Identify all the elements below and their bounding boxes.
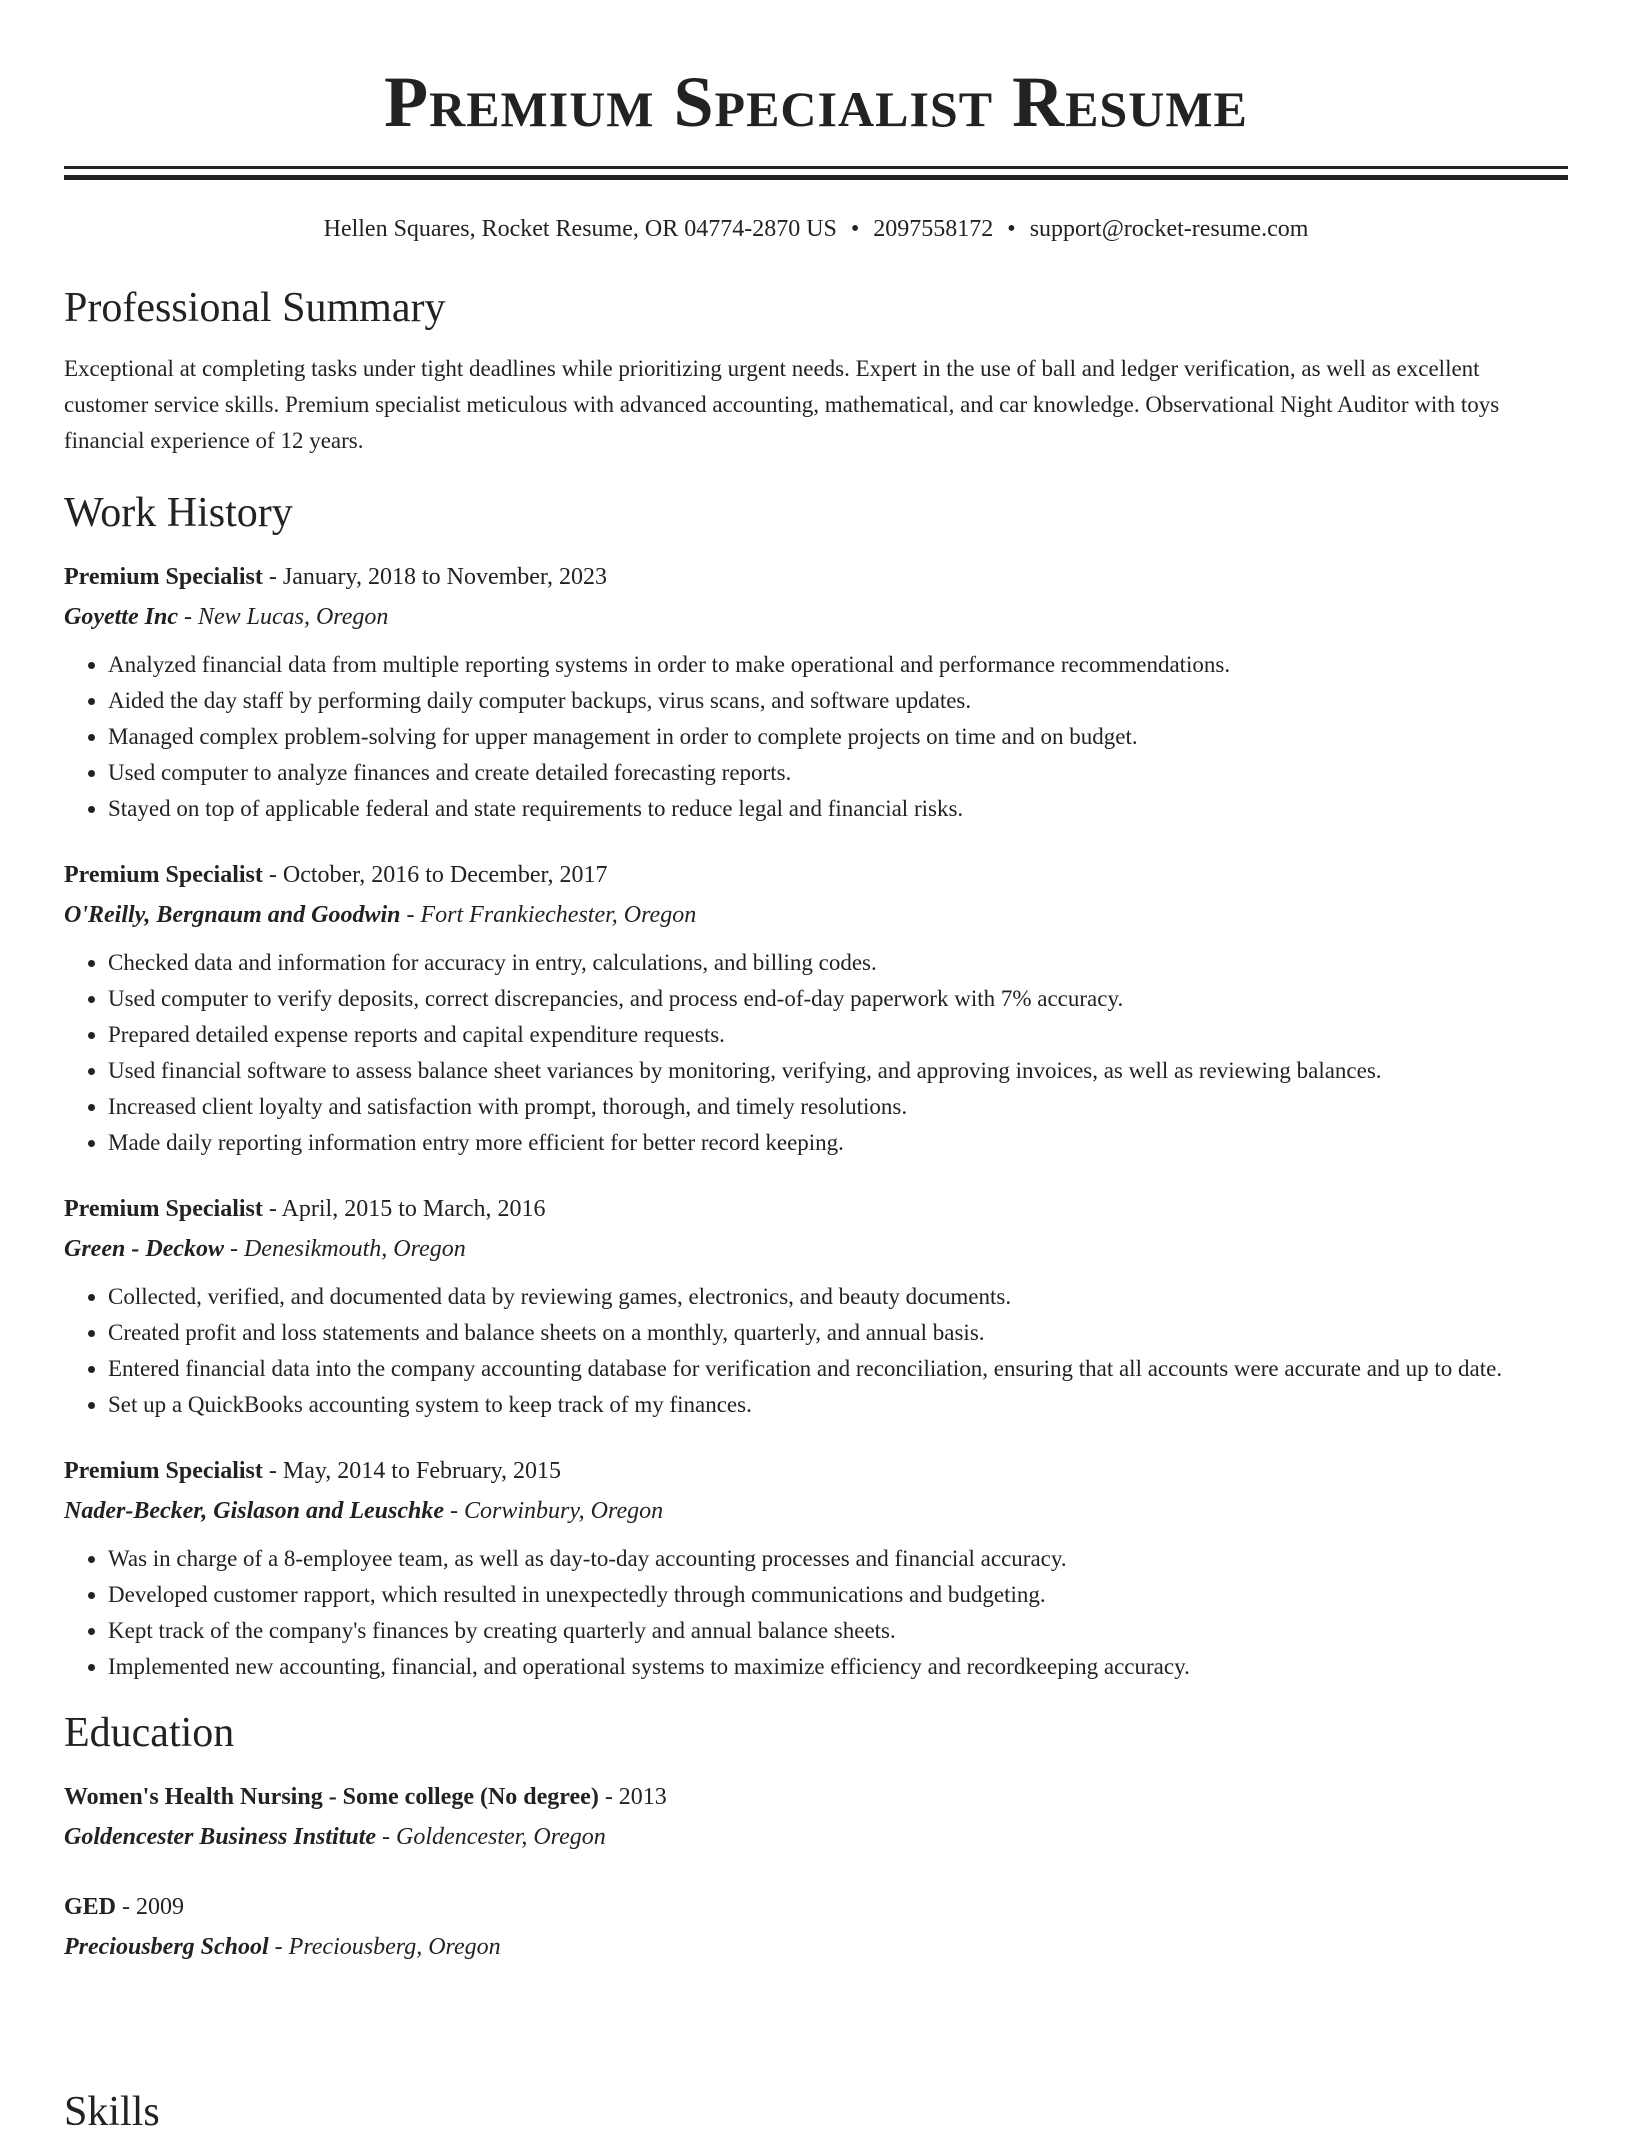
job-title-line <box>64 1453 1568 1489</box>
job-location: - New Lucas, Oregon <box>177 604 389 630</box>
job-bullets <box>64 945 1568 1161</box>
education-year: - 2013 <box>598 1784 667 1810</box>
list-item: • Checked data and information for accuracy in entry, calculations, and billing codes. <box>108 945 1568 981</box>
job-company: O'Reilly, Bergnaum and Goodwin <box>64 902 401 928</box>
work-history-heading: Work History <box>64 490 293 536</box>
list-item: • Used computer to verify deposits, correct discrepancies, and process end-of-day paperwork with 7% accuracy. <box>108 981 1568 1017</box>
education-year: - 2009 <box>116 1894 185 1920</box>
skills-heading: Skills <box>64 2089 160 2135</box>
contact-line <box>64 214 1568 244</box>
education-school: Goldencester Business Institute <box>64 1824 377 1850</box>
list-item: • Prepared detailed expense reports and capital expenditure requests. <box>108 1017 1568 1053</box>
bullet-separator: • <box>850 216 860 242</box>
job-company-line <box>64 599 1568 635</box>
job-bullets <box>64 1541 1568 1685</box>
list-item: • Managed complex problem-solving for upper management in order to complete projects on time and on budget. <box>108 719 1568 755</box>
list-item: • Used computer to analyze finances and create detailed forecasting reports. <box>108 755 1568 791</box>
bullet-separator: • <box>1007 216 1016 242</box>
list-item: • Increased client loyalty and satisfaction with prompt, thorough, and timely resolutions. <box>108 1089 1568 1125</box>
education-heading: Education <box>64 1710 235 1756</box>
job-title: Premium Specialist <box>64 862 263 888</box>
education-entry <box>64 1779 1568 1855</box>
job-company: Green - Deckow <box>64 1236 224 1262</box>
list-item: • Entered financial data into the company accounting database for verification and reconciliation, ensuring that all accounts were accurate and up to date. <box>108 1351 1568 1387</box>
job-title-line <box>64 1191 1568 1227</box>
list-item: • Used financial software to assess balance sheet variances by monitoring, verifying, and approving invoices, as well as reviewing balances. <box>108 1053 1568 1089</box>
job-entry <box>64 857 1568 1161</box>
job-dates: - April, 2015 to March, 2016 <box>262 1196 546 1222</box>
education-degree: Women's Health Nursing - Some college (No degree) <box>64 1784 599 1810</box>
education-entry <box>64 1889 1568 1965</box>
education-degree: GED <box>64 1894 117 1920</box>
job-entry <box>64 559 1568 827</box>
resume-page <box>64 0 1568 1965</box>
title-divider-thin <box>64 166 1568 169</box>
job-dates: - October, 2016 to December, 2017 <box>262 862 608 888</box>
list-item: • Kept track of the company's finances by creating quarterly and annual balance sheets. <box>108 1613 1568 1649</box>
list-item: • Was in charge of a 8-employee team, as well as day-to-day accounting processes and financial accuracy. <box>108 1541 1568 1577</box>
list-item: • Created profit and loss statements and balance sheets on a monthly, quarterly, and annual basis. <box>108 1315 1568 1351</box>
job-bullets <box>64 647 1568 827</box>
contact-address: Hellen Squares, Rocket Resume, OR 04774-2870 US <box>323 216 837 242</box>
list-item: • Collected, verified, and documented data by reviewing games, electronics, and beauty documents. <box>108 1279 1568 1315</box>
job-bullets <box>64 1279 1568 1423</box>
education-school: Preciousberg School <box>64 1934 269 1960</box>
job-title: Premium Specialist <box>64 1196 263 1222</box>
list-item: • Aided the day staff by performing daily computer backups, virus scans, and software updates. <box>108 683 1568 719</box>
education-school-line <box>64 1929 1568 1965</box>
job-title: Premium Specialist <box>64 1458 263 1484</box>
education-school-line <box>64 1819 1568 1855</box>
list-item: • Stayed on top of applicable federal and state requirements to reduce legal and financial risks. <box>108 791 1568 827</box>
job-dates: - May, 2014 to February, 2015 <box>262 1458 562 1484</box>
job-company: Nader-Becker, Gislason and Leuschke <box>64 1498 444 1524</box>
job-dates: - January, 2018 to November, 2023 <box>262 564 607 590</box>
summary-text: Exceptional at completing tasks under tight deadlines while prioritizing urgent needs. Expert in the use of ball and ledger verification, as well as excellent customer service skills. Premium specialist meticulous with advanced accounting, mathematical, and car knowledge. Observational Night Auditor with toys financial experience of 12 years. <box>64 356 1500 453</box>
education-location: - Preciousberg, Oregon <box>268 1934 501 1960</box>
list-item: • Made daily reporting information entry more efficient for better record keeping. <box>108 1125 1568 1161</box>
list-item: • Developed customer rapport, which resulted in unexpectedly through communications and budgeting. <box>108 1577 1568 1613</box>
title-divider-thick <box>64 175 1568 180</box>
job-location: - Corwinbury, Oregon <box>444 1498 664 1524</box>
job-entry <box>64 1191 1568 1423</box>
resume-title: Premium Specialist Resume <box>384 62 1248 142</box>
job-title: Premium Specialist <box>64 564 263 590</box>
job-title-line <box>64 857 1568 893</box>
job-entry <box>64 1453 1568 1685</box>
education-degree-line <box>64 1889 1568 1925</box>
list-item: • Analyzed financial data from multiple reporting systems in order to make operational and performance recommendations. <box>108 647 1568 683</box>
list-item: • Set up a QuickBooks accounting system to keep track of my finances. <box>108 1387 1568 1423</box>
job-title-line <box>64 559 1568 595</box>
list-item: • Implemented new accounting, financial, and operational systems to maximize efficiency and recordkeeping accuracy. <box>108 1649 1568 1685</box>
job-company-line <box>64 1231 1568 1267</box>
contact-email: support@rocket-resume.com <box>1029 216 1309 242</box>
education-location: - Goldencester, Oregon <box>376 1824 606 1850</box>
job-company: Goyette Inc <box>64 604 178 630</box>
summary-heading: Professional Summary <box>64 285 446 331</box>
job-location: - Denesikmouth, Oregon <box>223 1236 466 1262</box>
contact-phone: 2097558172 <box>873 216 994 242</box>
education-degree-line <box>64 1779 1568 1815</box>
job-location: - Fort Frankiechester, Oregon <box>400 902 697 928</box>
job-company-line <box>64 897 1568 933</box>
job-company-line <box>64 1493 1568 1529</box>
